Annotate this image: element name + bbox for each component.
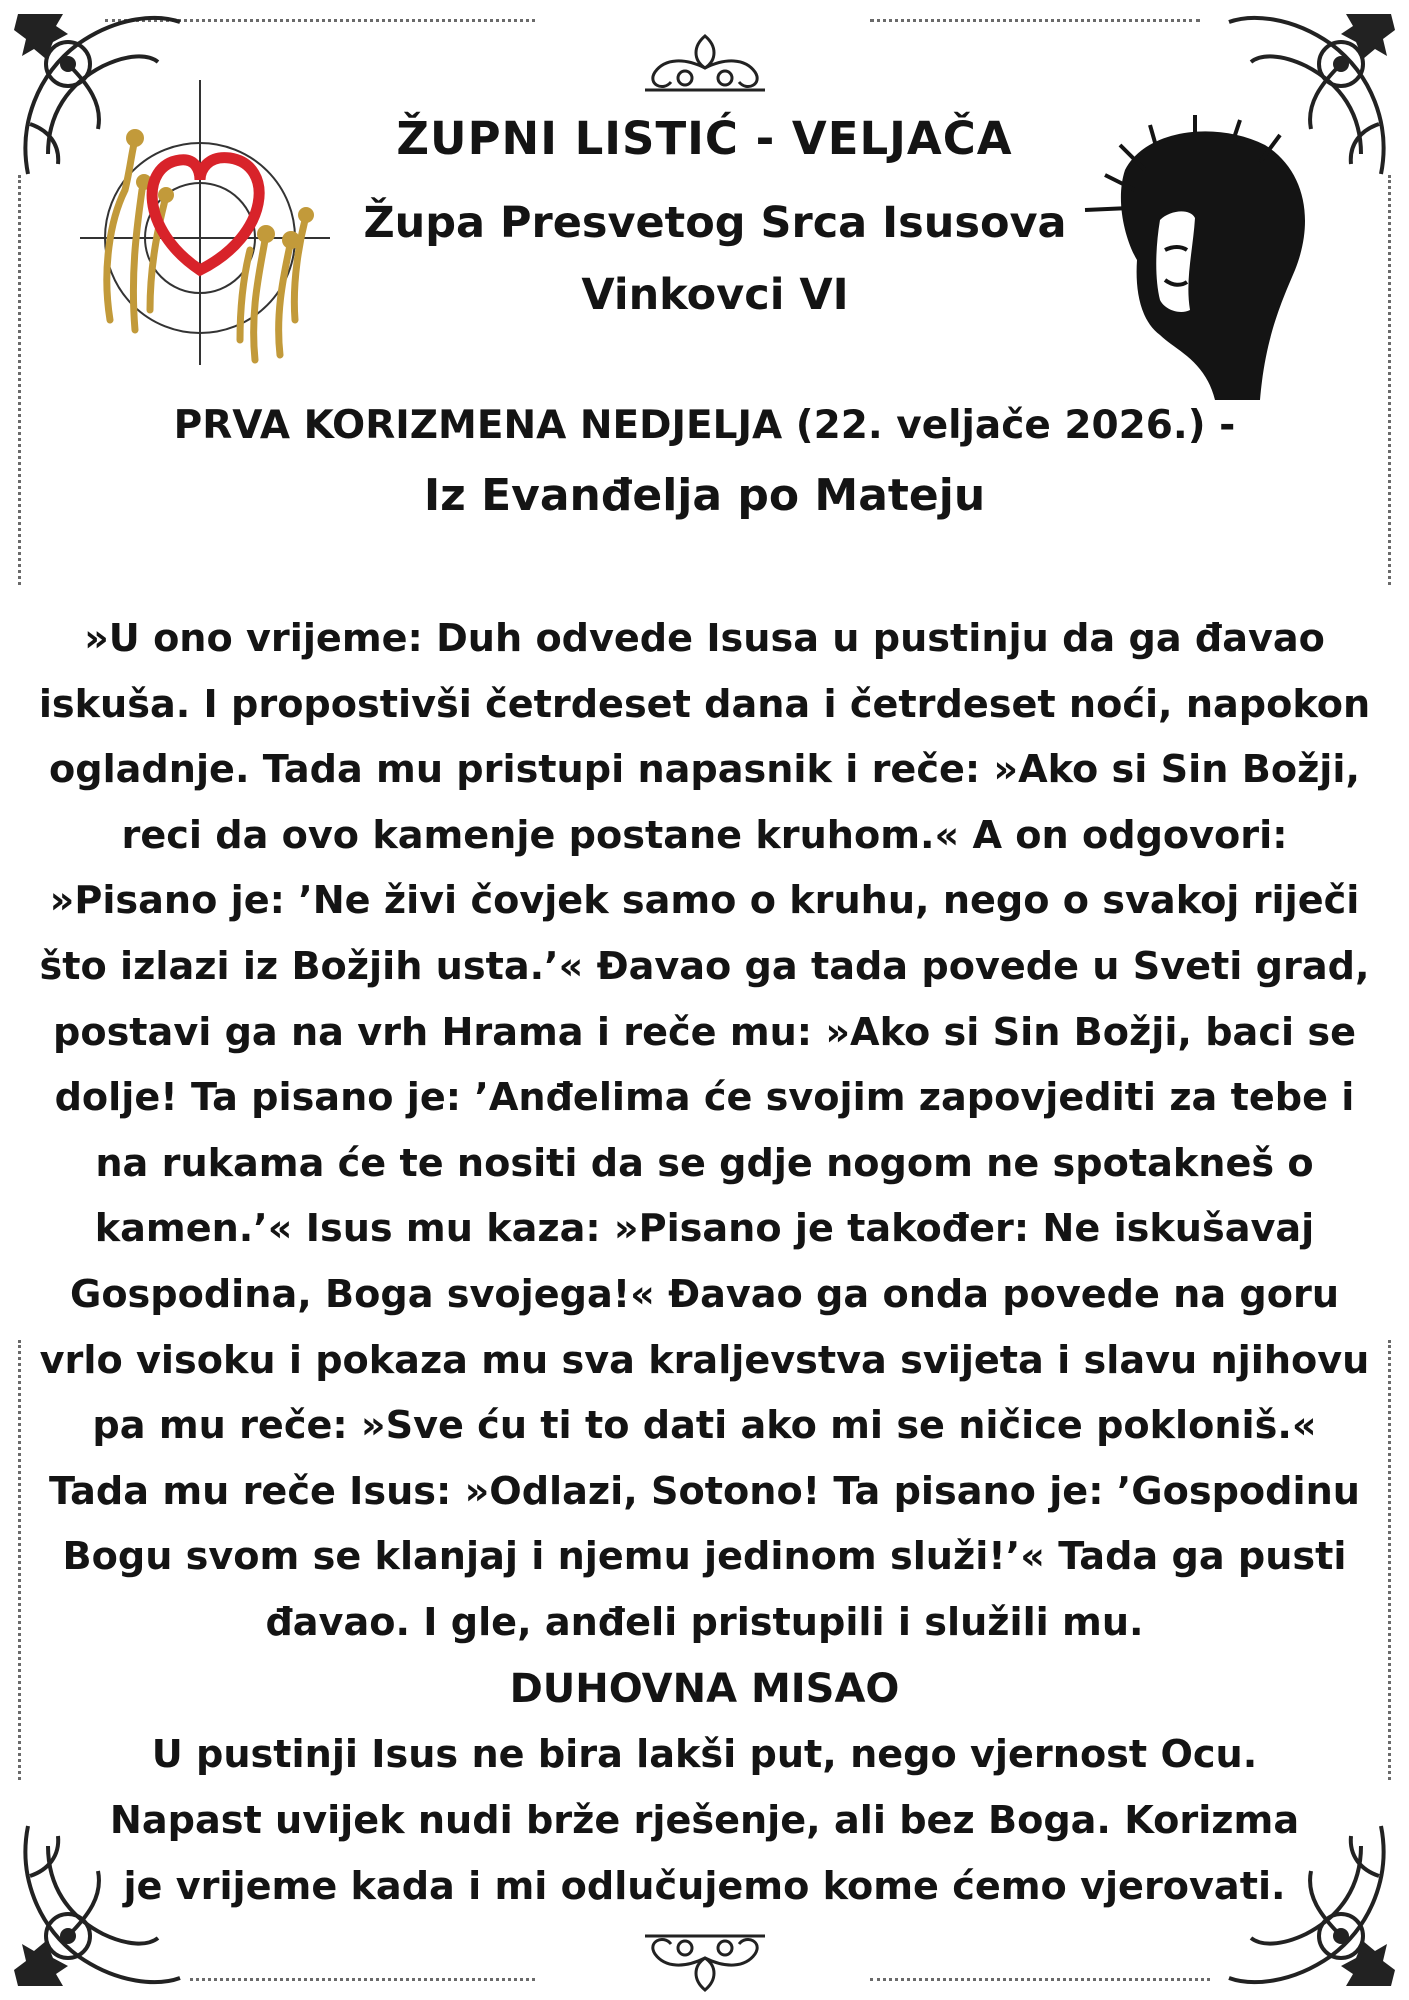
scroll-ornament-icon bbox=[635, 28, 775, 98]
parish-name: Župa Presvetog Srca Isusova bbox=[363, 198, 1067, 248]
reading-occasion: PRVA KORIZMENA NEDJELJA (22. veljače 2026.) - bbox=[173, 403, 1236, 448]
frame-top-right-dots bbox=[870, 19, 1200, 22]
reflection-text: U pustinji Isus ne bira lakši put, nego vjernost Ocu. Napast uvijek nudi brže rješenje, ali bez Boga. Korizma je vrijeme kada i mi odlučujemo kome ćemo vjerovati. bbox=[109, 1733, 1300, 1909]
reflection-heading: DUHOVNA MISAO bbox=[509, 1666, 900, 1712]
frame-right-bottom-dots bbox=[1388, 1340, 1391, 1780]
bulletin-title: ŽUPNI LISTIĆ - VELJAČA bbox=[396, 112, 1013, 165]
parish-location: Vinkovci VI bbox=[581, 270, 849, 320]
reading-source: Iz Evanđelja po Mateju bbox=[423, 470, 986, 521]
frame-left-bottom-dots bbox=[18, 1340, 21, 1780]
frame-bottom-right-dots bbox=[870, 1978, 1210, 1981]
frame-left-top-dots bbox=[18, 175, 21, 585]
gospel-text: »U ono vrijeme: Duh odvede Isusa u pustinju da ga đavao iskuša. I propostivši četrdeset dana i četrdeset noći, napokon ogladnje. Tada mu pristupi napasnik i reče: »Ako si Sin Božji, reci da ovo kamenje postane kruhom.« A on odgovori: »Pisano je: ’Ne živi čovjek samo o kruhu, nego o svakoj riječi što izlazi iz Božjih usta.’« Đavao ga tada povede u Sveti grad, postavi ga na vrh Hrama i reče mu: »Ako si Sin Božji, baci se dolje! Ta pisano je: ’Anđelima će svojim zapovjediti za tebe i na rukama će te nositi da se gdje nogom ne spotakneš o kamen.’« Isus mu kaza: »Pisano je također: Ne iskušavaj Gospodina, Boga svojega!« Đavao ga onda povede na goru vrlo visoku i pokaza mu sva kraljevstva svijeta i slavu njihovu pa mu reče: »Sve ću ti to dati ako mi se ničice pokloniš.« Tada mu reče Isus: »Odlazi, Sotono! Ta pisano je: ’Gospodinu Bogu svom se klanjaj i njemu jedinom služi!’« Tada ga pusti đavao. I gle, anđeli pristupili i služili mu. bbox=[38, 617, 1371, 1645]
frame-right-top-dots bbox=[1388, 175, 1391, 585]
frame-bottom-left-dots bbox=[190, 1978, 535, 1981]
scroll-ornament-icon bbox=[635, 1928, 775, 1998]
